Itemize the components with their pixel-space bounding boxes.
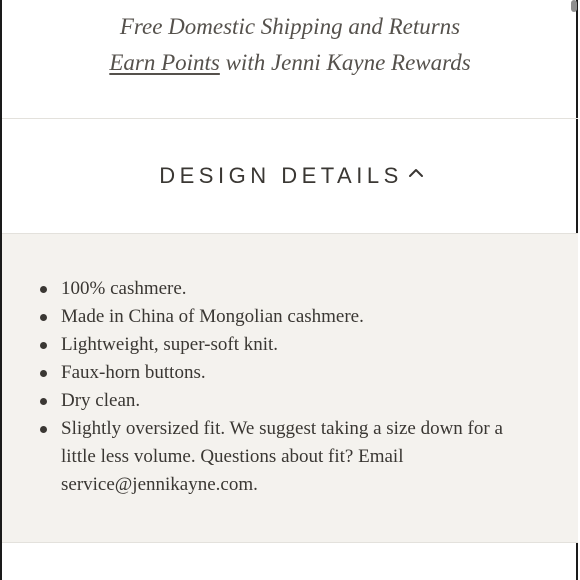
list-item [38, 387, 538, 415]
list-item-text: Made in China of Mongolian cashmere. [61, 306, 364, 327]
chevron-up-icon [407, 164, 425, 182]
promo-banner [2, 0, 578, 119]
list-item-text: Lightweight, super-soft knit. [61, 334, 279, 355]
list-item-text: Faux-horn buttons. [61, 362, 206, 383]
design-details-title: DESIGN DETAILS [159, 163, 403, 188]
design-details-toggle[interactable] [2, 119, 578, 234]
list-item-text: 100% cashmere. [61, 278, 187, 299]
rewards-line [2, 50, 578, 76]
list-item [38, 415, 538, 499]
earn-points-link[interactable]: Earn Points [109, 50, 220, 75]
bullet-icon [40, 314, 47, 321]
bullet-icon [40, 286, 47, 293]
design-details-list [38, 275, 538, 499]
shipping-text: Free Domestic Shipping and Returns [119, 14, 461, 39]
list-item [38, 303, 538, 331]
bullet-icon [40, 342, 47, 349]
bullet-icon [40, 398, 47, 405]
rewards-text: with Jenni Kayne Rewards [219, 50, 471, 75]
bullet-icon [40, 370, 47, 377]
design-details-panel [2, 234, 578, 543]
list-item-text: Dry clean. [61, 390, 141, 411]
list-item [38, 275, 538, 303]
bullet-icon [40, 426, 47, 433]
list-item [38, 359, 538, 387]
list-item [38, 331, 538, 359]
list-item-text: Slightly oversized fit. We suggest taking a size down for a little less volume. Questions about fit? Email service@jennikayne.com. [61, 418, 503, 495]
